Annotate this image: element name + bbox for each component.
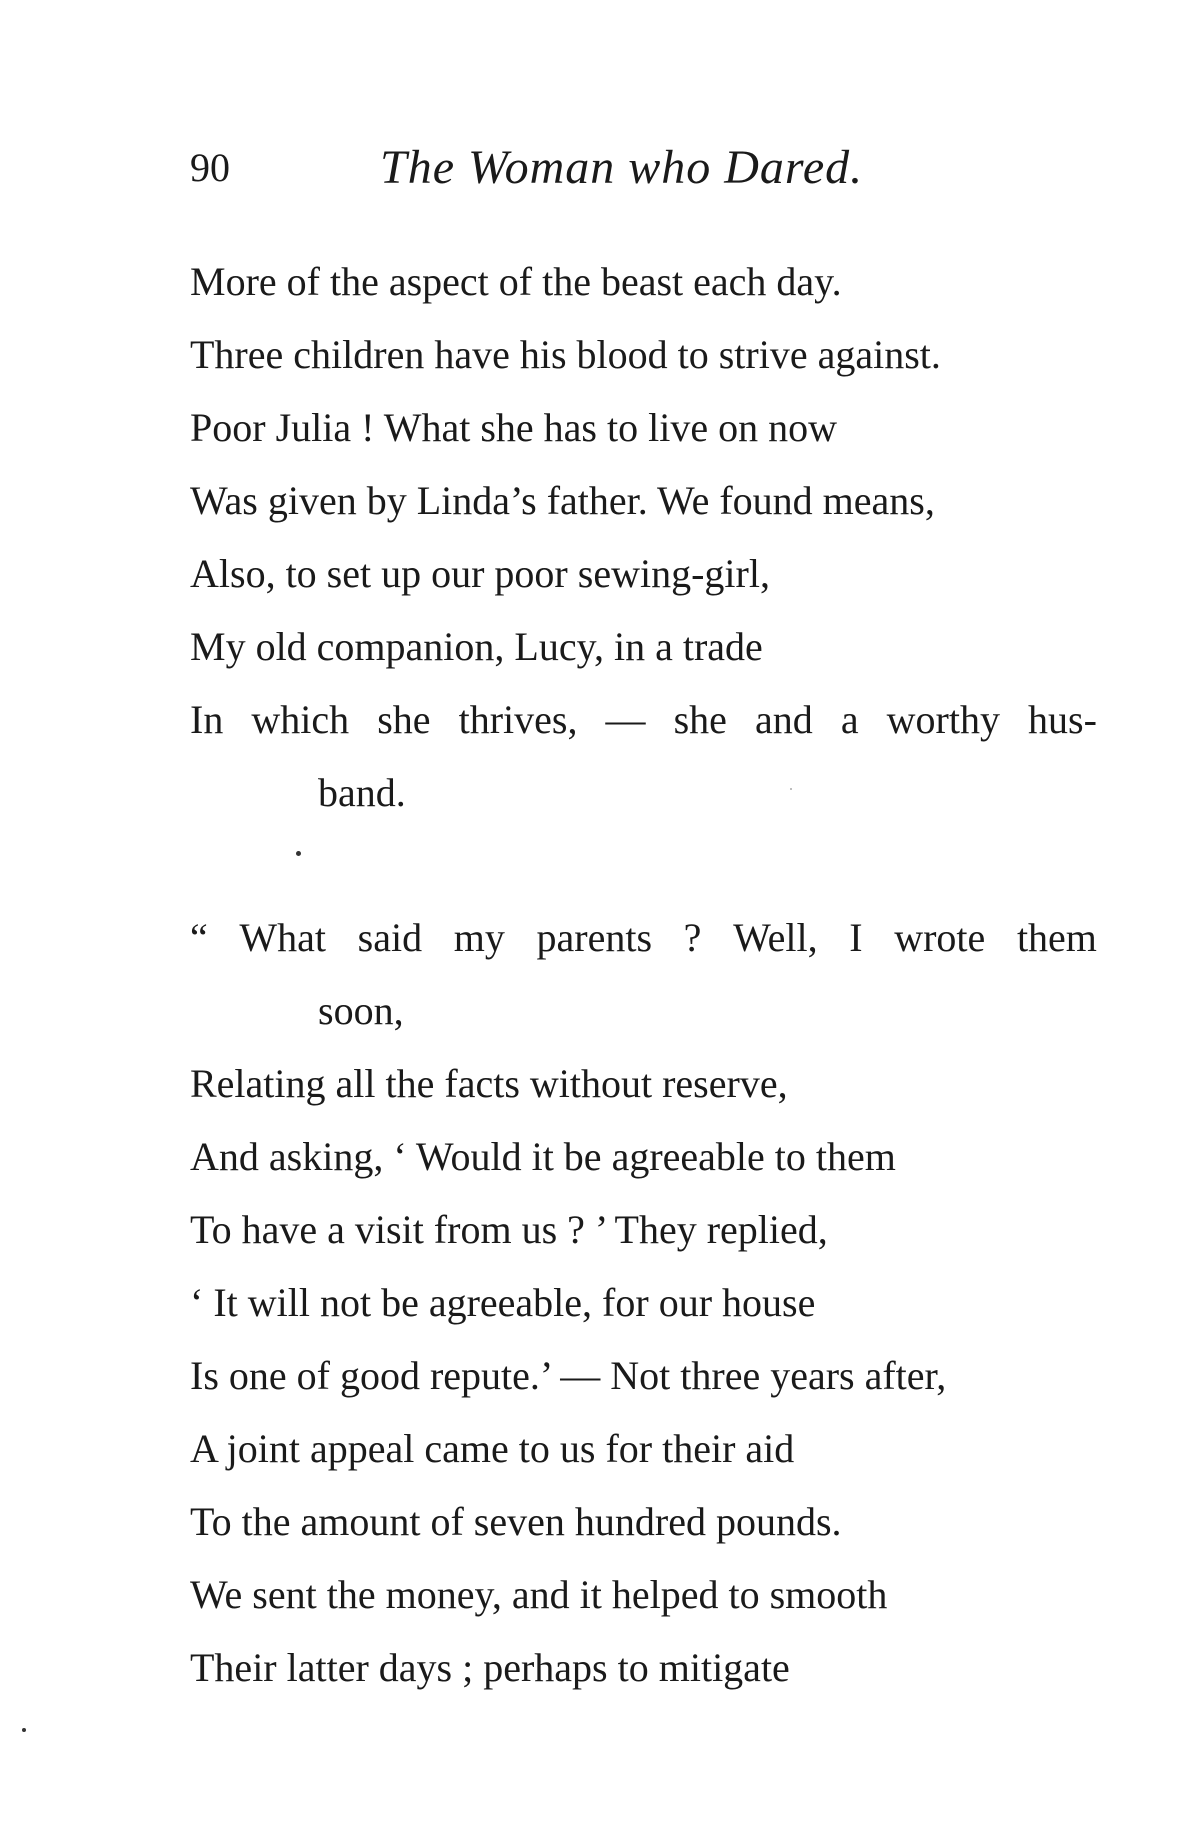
- verse-line-continuation: band.: [318, 770, 406, 815]
- verse-line: My old companion, Lucy, in a trade: [190, 624, 763, 669]
- verse-line: Was given by Linda’s father. We found means,: [190, 478, 935, 523]
- stray-mark: [296, 851, 301, 856]
- verse-line: And asking, ‘ Would it be agreeable to them: [190, 1134, 896, 1179]
- margin-mark: [790, 788, 792, 790]
- verse-word: I: [849, 915, 863, 960]
- verse-line-justified: [190, 901, 1097, 974]
- page-header: [190, 138, 990, 198]
- verse-line: Is one of good repute.’ — Not three years after,: [190, 1353, 947, 1398]
- verse-word: What: [239, 915, 327, 960]
- verse-word: hus-: [1028, 697, 1097, 742]
- verse-word: Well,: [733, 915, 818, 960]
- verse-line: Poor Julia ! What she has to live on now: [190, 405, 837, 450]
- verse-line: To the amount of seven hundred pounds.: [190, 1499, 842, 1544]
- verse-word: thrives,: [458, 697, 578, 742]
- verse-line: Also, to set up our poor sewing-girl,: [190, 551, 770, 596]
- margin-mark: [22, 1728, 26, 1732]
- verse-word: parents: [536, 915, 653, 960]
- verse-line: Three children have his blood to strive against.: [190, 332, 941, 377]
- verse-word: said: [357, 915, 423, 960]
- page-number: 90: [190, 145, 230, 190]
- verse-word: —: [605, 697, 646, 742]
- verse-line: ‘ It will not be agreeable, for our house: [190, 1280, 816, 1325]
- verse-line: We sent the money, and it helped to smooth: [190, 1572, 888, 1617]
- verse-word: “: [190, 915, 208, 960]
- verse-word: them: [1016, 915, 1097, 960]
- verse-line: A joint appeal came to us for their aid: [190, 1426, 795, 1471]
- verse-word: she: [377, 697, 431, 742]
- verse-word: In: [190, 697, 224, 742]
- verse-word: which: [251, 697, 350, 742]
- verse-word: wrote: [894, 915, 986, 960]
- verse-word: my: [453, 915, 505, 960]
- verse-line-continuation: soon,: [318, 988, 404, 1033]
- verse-word: she: [673, 697, 727, 742]
- verse-line: To have a visit from us ? ’ They replied,: [190, 1207, 828, 1252]
- stanza-break: [190, 829, 1110, 901]
- verse-word: worthy: [886, 697, 1000, 742]
- verse-line: Their latter days ; perhaps to mitigate: [190, 1645, 790, 1690]
- verse-body: [190, 245, 1110, 1704]
- verse-line: Relating all the facts without reserve,: [190, 1061, 788, 1106]
- verse-word: a: [840, 697, 859, 742]
- verse-word: ?: [683, 915, 702, 960]
- verse-line: More of the aspect of the beast each day.: [190, 259, 842, 304]
- running-title: The Woman who Dared.: [380, 141, 864, 194]
- verse-word: and: [755, 697, 813, 742]
- verse-line-justified: [190, 683, 1097, 756]
